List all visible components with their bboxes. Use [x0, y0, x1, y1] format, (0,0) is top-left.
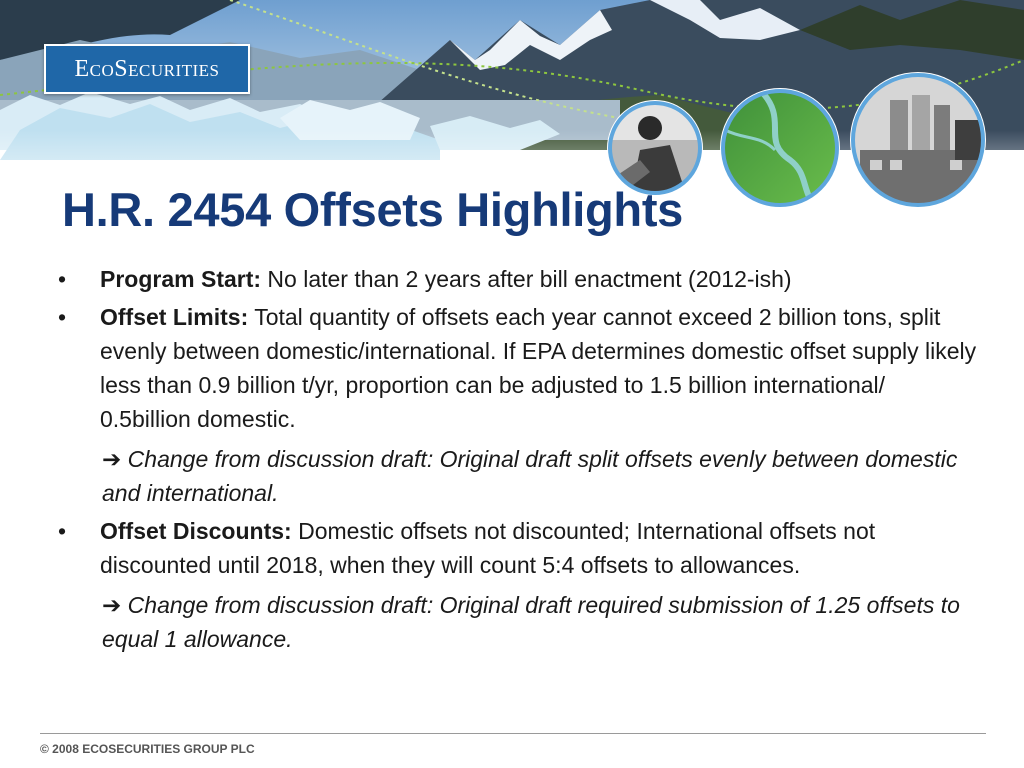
note-text: Change from discussion draft: Original draft required submission of 1.25 offsets to equal 1 allowance. — [102, 592, 960, 652]
bullet-program-start — [58, 262, 978, 296]
slide-title: H.R. 2454 Offsets Highlights — [62, 183, 684, 236]
change-note-offset-discounts — [58, 588, 978, 656]
ecosecurities-logo — [44, 44, 250, 94]
bullet-dot: • — [58, 266, 67, 292]
change-note-offset-limits — [58, 442, 978, 510]
bullet-dot: • — [58, 304, 67, 330]
bullet-offset-limits — [58, 300, 978, 436]
arrow-icon: ➔ — [102, 446, 122, 472]
bullet-label: Program Start: — [100, 266, 262, 292]
bullet-text: Total quantity of offsets each year cannot exceed 2 billion tons, split evenly between domestic/international. If EPA determines domestic offset supply likely less than 0.9 billion t/yr, proportion can be adjusted to 1.5 billion international/ 0.5billion domestic. — [100, 304, 977, 432]
bullet-label: Offset Limits: — [100, 304, 249, 330]
arrow-icon: ➔ — [102, 592, 122, 618]
bullet-text: No later than 2 years after bill enactment (2012-ish) — [261, 266, 792, 292]
bullet-dot: • — [58, 518, 67, 544]
slide-body — [58, 262, 978, 660]
note-text: Change from discussion draft: Original draft split offsets evenly between domestic and international. — [102, 446, 958, 506]
logo-text: EcoSecurities — [74, 55, 220, 82]
footer-divider — [40, 733, 986, 734]
bullet-offset-discounts — [58, 514, 978, 582]
bullet-text: Domestic offsets not discounted; International offsets not discounted until 2018, when they will count 5:4 offsets to allowances. — [100, 518, 876, 578]
bullet-label: Offset Discounts: — [100, 518, 292, 544]
footer-copyright: © 2008 ECOSECURITIES GROUP PLC — [40, 742, 255, 756]
